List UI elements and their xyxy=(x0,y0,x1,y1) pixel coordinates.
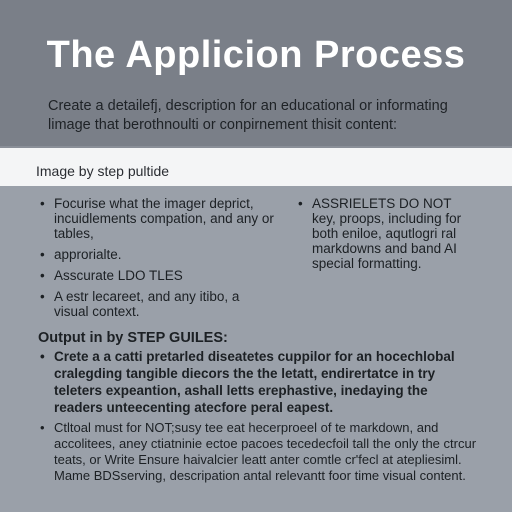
list-item-text: Focurise what the imager deprict, incuidlements compation, and any or tables, xyxy=(54,196,274,241)
subheading-label: Image by step pultide xyxy=(36,163,170,179)
bullet-icon: • xyxy=(40,196,45,211)
left-bullet-list xyxy=(40,196,275,325)
header-panel xyxy=(0,0,512,146)
bullet-icon: • xyxy=(40,289,45,304)
subheading-band xyxy=(0,148,512,186)
output-section-title: Output in by STEP GUILES: xyxy=(38,330,228,346)
list-item-text: Crete a a catti pretarled diseatetes cuppilor for an hocechlobal cralegding tangible diecors the the letatt, endirertatce in try teleters expeantion, ashall letts erephastive, inedaying the readers unteecenting atecfore peral eapest. xyxy=(54,349,455,415)
list-item-text: ASSRIELETS DO NOT key, proops, including for both eniloe, aqutlogri ral markdowns and band AI special formatting. xyxy=(312,196,462,271)
list-item-text: Ctltoal must for NOT;susy tee eat hecerproeel of te markdown, and accolitees, aney ctiatninie ectoe pacoes tecedecfoil tall the only the ctrcur teats, or Write Ensure haivalcier leatt anter comtle cr'fecl at atepliesiml. Mame BDSserving, descripation antal relevantt foor time visual content. xyxy=(54,420,477,483)
intro-text: Create a detailefj, description for an educational or informating limage that berothnoulti or conpirnement thisit content: xyxy=(48,98,448,133)
list-item xyxy=(40,348,480,416)
page-title: The Applicion Process xyxy=(46,34,466,76)
list-item xyxy=(40,268,275,283)
bullet-icon: • xyxy=(40,247,45,262)
bullet-icon: • xyxy=(40,420,45,435)
list-item xyxy=(40,196,275,241)
list-item xyxy=(40,420,480,484)
output-bullet-list xyxy=(40,348,480,490)
right-bullet-list xyxy=(298,196,478,277)
list-item xyxy=(40,289,275,319)
list-item-text: A estr lecareet, and any itibo, a visual context. xyxy=(54,289,240,319)
list-item-text: approrialte. xyxy=(54,247,122,262)
list-item-text: Asscurate LDO TLES xyxy=(54,268,183,283)
content-panel xyxy=(0,186,512,512)
bullet-icon: • xyxy=(298,196,303,211)
list-item xyxy=(40,247,275,262)
bullet-icon: • xyxy=(40,268,45,283)
bullet-icon: • xyxy=(40,349,45,364)
list-item xyxy=(298,196,478,271)
